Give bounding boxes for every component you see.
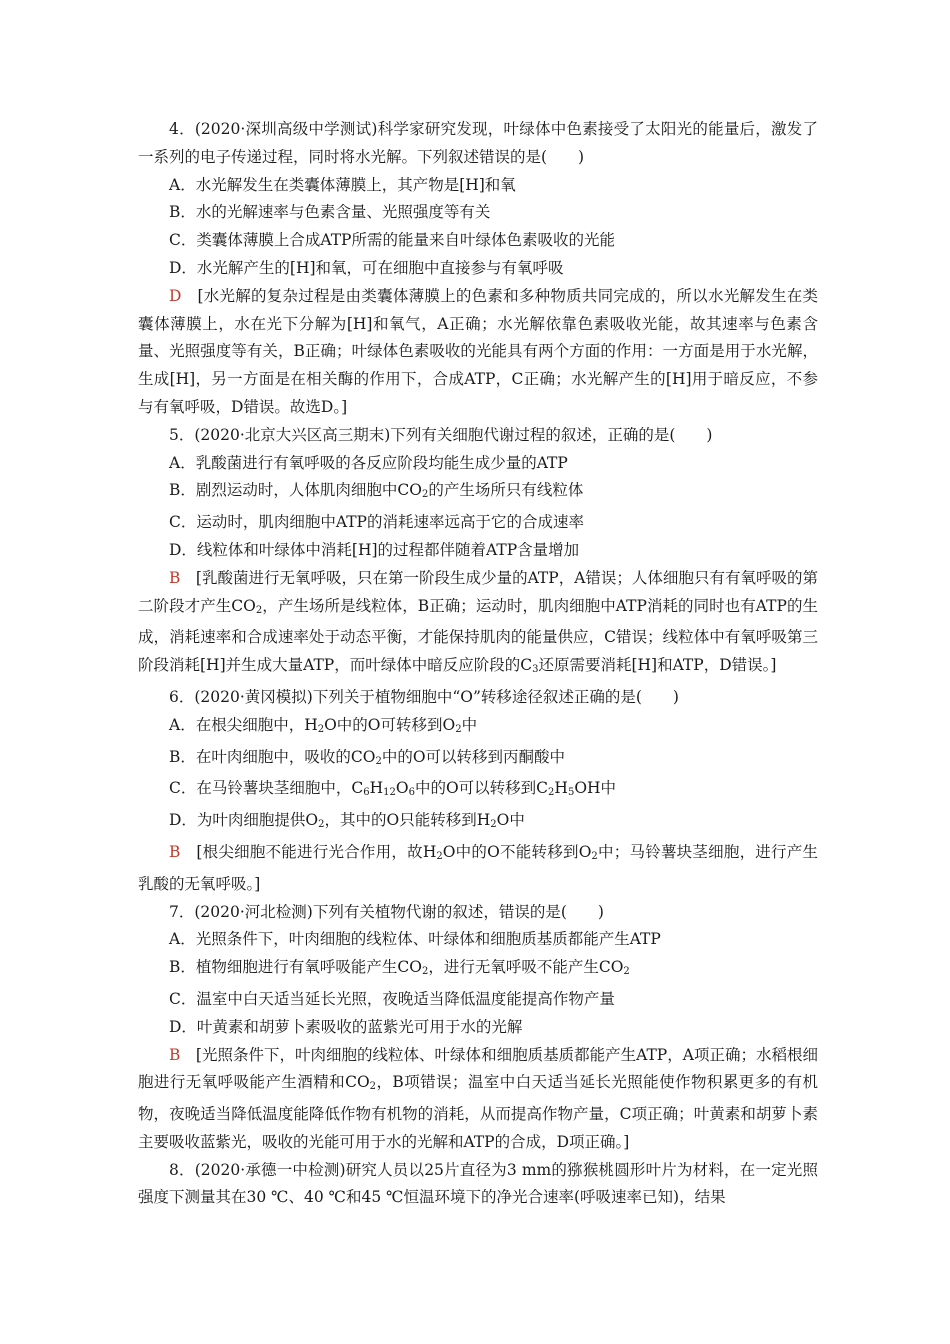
question-4-stem: 4．(2020·深圳高级中学测试)科学家研究发现，叶绿体中色素接受了太阳光的能量后，激发了一系列的电子传递过程，同时将水光解。下列叙述错误的是( ): [138, 120, 818, 166]
question-4-option-b: B．水的光解速率与色素含量、光照强度等有关: [169, 203, 491, 222]
question-4-option-c: C．类囊体薄膜上合成ATP所需的能量来自叶绿体色素吸收的光能: [169, 231, 615, 250]
question-6-option-b: B．在叶肉细胞中，吸收的$CO_2$中的O可以转移到丙酮酸中: [169, 747, 566, 767]
question-5-option-a: A．乳酸菌进行有氧呼吸的各反应阶段均能生成少量的ATP: [169, 453, 568, 472]
question-7-option-a: A．光照条件下，叶肉细胞的线粒体、叶绿体和细胞质基质都能产生ATP: [169, 930, 661, 949]
question-5-option-d: D．线粒体和叶绿体中消耗[H]的过程都伴随着ATP含量增加: [169, 540, 580, 559]
question-4-explanation: D [水光解的复杂过程是由类囊体薄膜上的色素和多种物质共同完成的，所以水光解发生在类囊体薄膜上，水在光下分解为[H]和氧气，A正确；水光解依靠色素吸收光能，故其速率与色素含量、光照强度等有关，B正确；叶绿体色素吸收的光能具有两个方面的作用：一方面是用于水光解，生成[H]，另一方面是在相关酶的作用下，合成ATP，C正确；水光解产生的[H]用于暗反应，不参与有氧呼吸，D错误。故选D。]: [138, 286, 818, 416]
question-8-stem: 8．(2020·承德一中检测)研究人员以25片直径为3 mm的猕猴桃圆形叶片为材料，在一定光照强度下测量其在30 ℃、40 ℃和45 ℃恒温环境下的净光合速率(呼吸速率已知)，结果: [138, 1160, 818, 1207]
question-6-explanation: B [根尖细胞不能进行光合作用，故$H_2O$中的O不能转移到$O_2$中；马铃薯块茎细胞，进行产生乳酸的无氧呼吸。]: [138, 842, 818, 893]
document-page: [138, 116, 818, 1212]
question-5-answer: B: [169, 568, 181, 587]
question-6-option-d: D．为叶肉细胞提供$O_2$，其中的O只能转移到$H_2O$中: [169, 811, 525, 831]
question-4-answer: D: [169, 286, 182, 305]
question-6-option-c: C．在马铃薯块茎细胞中，$C_6H_{12}O_6$中的O可以转移到$C_2H_5OH$中: [169, 779, 617, 799]
question-7-option-c: C．温室中白天适当延长光照，夜晚适当降低温度能提高作物产量: [169, 989, 615, 1008]
question-7-explanation: B [光照条件下，叶肉细胞的线粒体、叶绿体和细胞质基质都能产生ATP，A项正确；水稻根细胞进行无氧呼吸能产生酒精和$CO_2$，B项错误；温室中白天适当延长光照能使作物积累更多的有机物，夜晚适当降低温度能降低作物有机物的消耗，从而提高作物产量，C项正确；叶黄素和胡萝卜素主要吸收蓝紫光，吸收的光能可用于水的光解和ATP的合成，D项正确。]: [138, 1045, 818, 1151]
question-7-stem: 7．(2020·河北检测)下列有关植物代谢的叙述，错误的是( ): [169, 902, 604, 921]
question-6-answer: B: [169, 842, 181, 861]
question-5-explanation: B [乳酸菌进行无氧呼吸，只在第一阶段生成少量的ATP，A错误；人体细胞只有有氧呼吸的第二阶段才产生$CO_2$，产生场所是线粒体，B正确；运动时，肌肉细胞中ATP消耗的同时也有ATP的生成，消耗速率和合成速率处于动态平衡，才能保持肌肉的能量供应，C错误；线粒体中有氧呼吸第三阶段消耗[H]并生成大量ATP，而叶绿体中暗反应阶段的$C_3$还原需要消耗[H]和ATP，D错误。]: [138, 568, 818, 676]
question-4-option-d: D．水光解产生的[H]和氧，可在细胞中直接参与有氧呼吸: [169, 258, 564, 277]
question-7-option-d: D．叶黄素和胡萝卜素吸收的蓝紫光可用于水的光解: [169, 1017, 523, 1036]
question-6-stem: 6．(2020·黄冈模拟)下列关于植物细胞中“O”转移途径叙述正确的是( ): [169, 687, 679, 706]
question-5-stem: 5．(2020·北京大兴区高三期末)下列有关细胞代谢过程的叙述，正确的是( ): [169, 425, 713, 444]
question-7-option-b: B．植物细胞进行有氧呼吸能产生$CO_2$，进行无氧呼吸不能产生$CO_2$: [169, 958, 630, 978]
question-6-option-a: A．在根尖细胞中，$H_2O$中的O可转移到$O_2$中: [169, 715, 478, 735]
question-5-option-c: C．运动时，肌肉细胞中ATP的消耗速率远高于它的合成速率: [169, 513, 584, 532]
question-5-option-b: B．剧烈运动时，人体肌肉细胞中$CO_2$的产生场所只有线粒体: [169, 481, 584, 501]
question-4-option-a: A．水光解发生在类囊体薄膜上，其产物是[H]和氧: [169, 175, 516, 194]
question-7-answer: B: [169, 1045, 181, 1064]
